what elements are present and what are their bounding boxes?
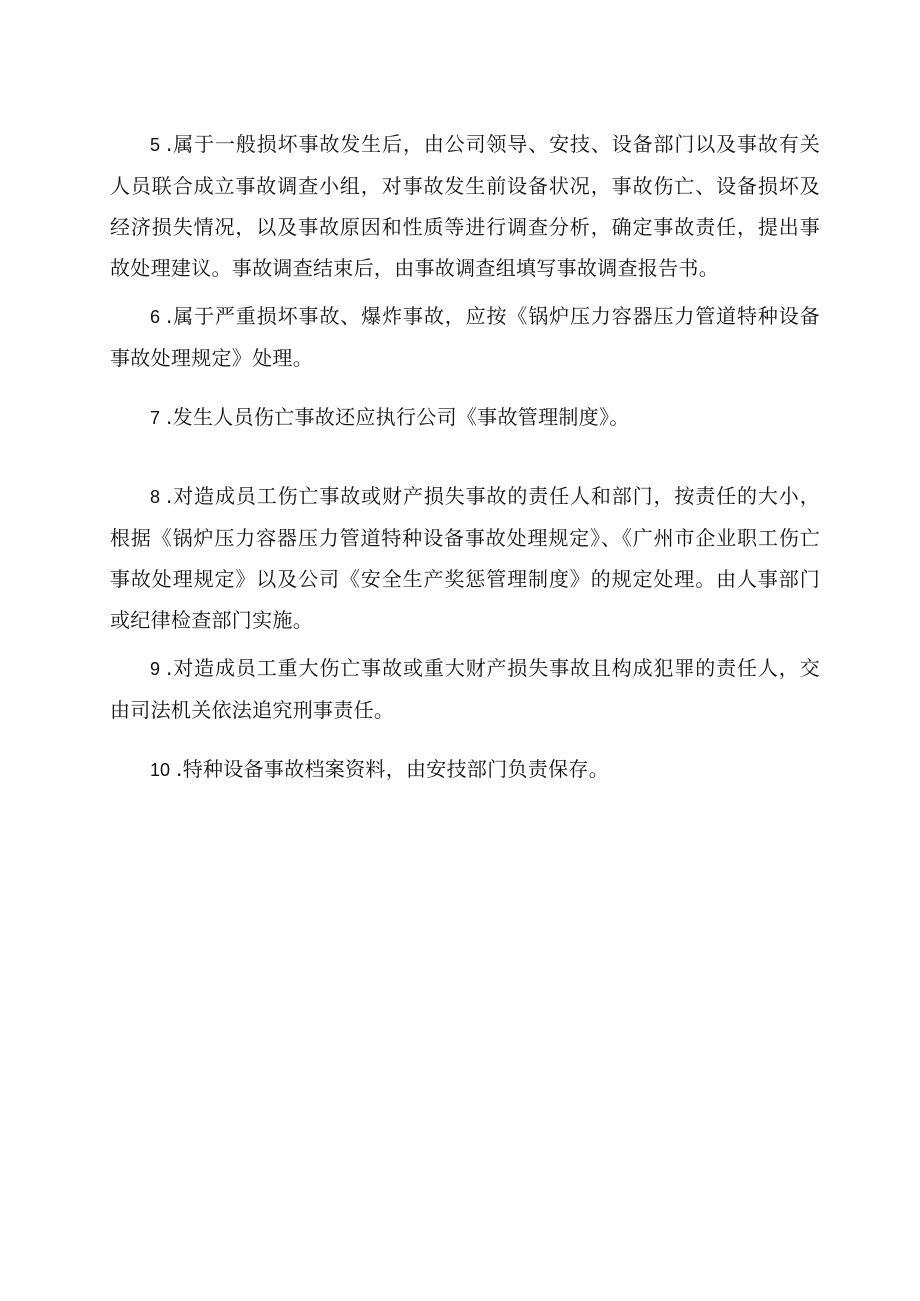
- paragraph-text: .发生人员伤亡事故还应执行公司《事故管理制度》。: [166, 405, 630, 429]
- paragraph-number: 6: [150, 307, 161, 327]
- paragraph-item-6: [110, 296, 820, 379]
- paragraph-text: .属于严重损坏事故、爆炸事故，应按《锅炉压力容器压力管道特种设备事故处理规定》处理。: [110, 304, 820, 370]
- paragraph-text: .对造成员工重大伤亡事故或重大财产损失事故且构成犯罪的责任人，交由司法机关依法追究刑事责任。: [110, 656, 820, 722]
- paragraph-item-9: [110, 648, 820, 731]
- paragraph-item-10: [110, 749, 820, 791]
- paragraph-number: 8: [150, 487, 161, 507]
- paragraph-item-8: [110, 476, 820, 641]
- paragraph-text: .属于一般损坏事故发生后，由公司领导、安技、设备部门以及事故有关人员联合成立事故调查小组，对事故发生前设备状况，事故伤亡、设备损坏及经济损失情况，以及事故原因和性质等进行调查分析，确定事故责任，提出事故处理建议。事故调查结束后，由事故调查组填写事故调查报告书。: [110, 132, 820, 280]
- paragraph-number: 5: [150, 135, 161, 155]
- paragraph-number: 7: [150, 408, 161, 428]
- paragraph-text: .对造成员工伤亡事故或财产损失事故的责任人和部门，按责任的大小，根据《锅炉压力容器压力管道特种设备事故处理规定》、《广州市企业职工伤亡事故处理规定》以及公司《安全生产奖惩管理制度》的规定处理。由人事部门或纪律检查部门实施。: [110, 484, 820, 632]
- paragraph-text: .特种设备事故档案资料，由安技部门负责保存。: [176, 757, 609, 781]
- paragraph-item-7: [110, 397, 820, 439]
- document-body: [110, 124, 820, 791]
- paragraph-number: 9: [150, 659, 161, 679]
- paragraph-number: 10: [150, 760, 171, 780]
- paragraph-item-5: [110, 124, 820, 289]
